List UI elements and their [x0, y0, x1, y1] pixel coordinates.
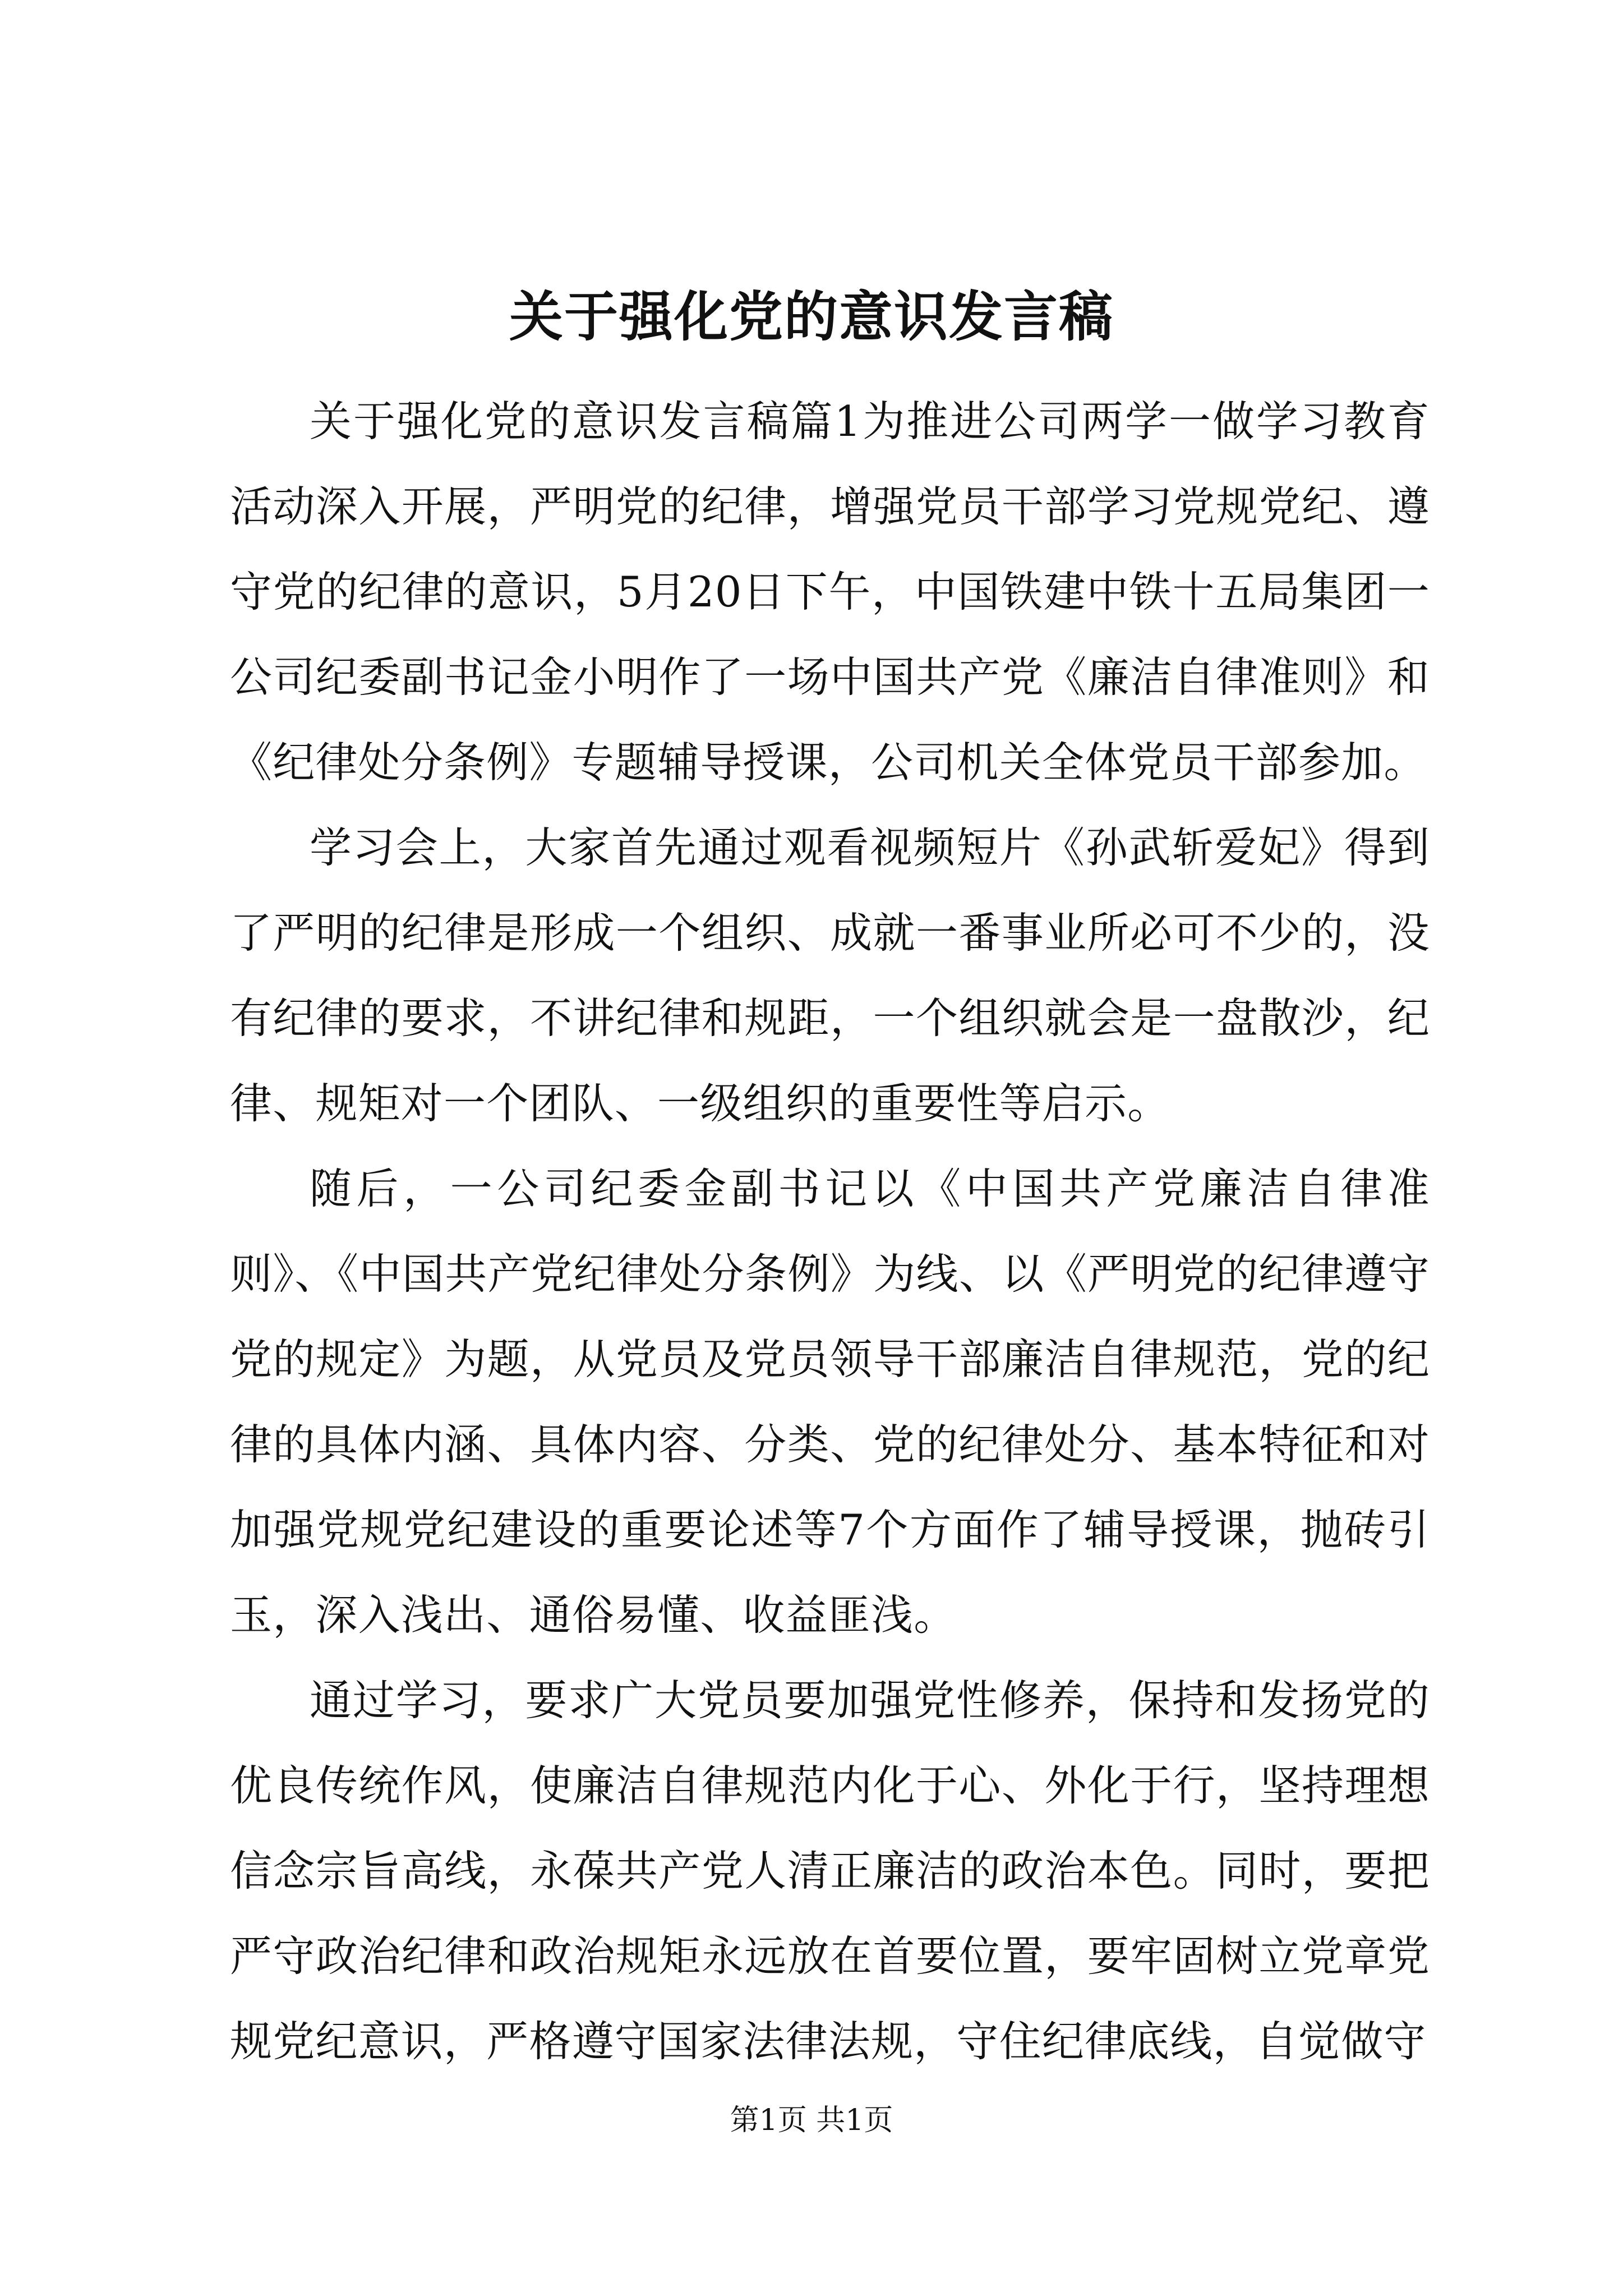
document-title: 关于强化党的意识发言稿: [509, 285, 1114, 348]
paragraph-4: 通过学习，要求广大党员要加强党性修养，保持和发扬党的优良传统作风，使廉洁自律规范内化于心、外化于行，坚持理想信念宗旨高线，永葆共产党人清正廉洁的政治本色。同时，要把严守政治纪律和政治规矩永远放在首要位置，要牢固树立党章党规党纪意识，严格遵守国家法律法规，守住纪律底线，自觉做守: [230, 1676, 1430, 2066]
paragraph-2: 学习会上，大家首先通过观看视频短片《孙武斩爱妃》得到了严明的纪律是形成一个组织、成就一番事业所必可不少的，没有纪律的要求，不讲纪律和规距，一个组织就会是一盘散沙，纪律、规矩对一个团队、一级组织的重要性等启示。: [230, 823, 1430, 1128]
paragraph-3: 随后，一公司纪委金副书记以《中国共产党廉洁自律准则》、《中国共产党纪律处分条例》为线、以《严明党的纪律遵守党的规定》为题，从党员及党员领导干部廉洁自律规范，党的纪律的具体内涵、具体内容、分类、党的纪律处分、基本特征和对加强党规党纪建设的重要论述等7个方面作了辅导授课，抛砖引玉，深入浅出、通俗易懂、收益匪浅。: [230, 1164, 1430, 1640]
document-body: [230, 379, 1430, 2084]
paragraph-1: 关于强化党的意识发言稿篇1为推进公司两学一做学习教育活动深入开展，严明党的纪律，增强党员干部学习党规党纪、遵守党的纪律的意识，5月20日下午，中国铁建中铁十五局集团一公司纪委副书记金小明作了一场中国共产党《廉洁自律准则》和《纪律处分条例》专题辅导授课，公司机关全体党员干部参加。: [230, 397, 1430, 787]
page-footer: 第1页 共1页: [730, 2104, 893, 2137]
